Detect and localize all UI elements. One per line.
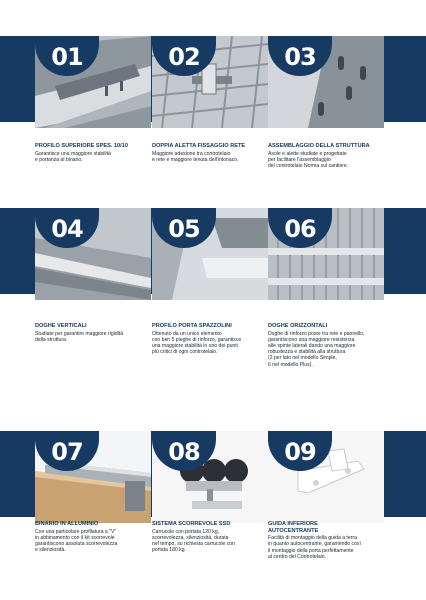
feature-photo-1 <box>35 36 151 128</box>
feature-number-badge: 01 <box>35 36 99 76</box>
feature-title: DOGHE ORIZZONTALI <box>268 323 328 329</box>
feature-number-badge: 02 <box>152 36 216 76</box>
feature-title: DOPPIA ALETTA FISSAGGIO RETE <box>152 143 246 149</box>
feature-number-badge: 07 <box>35 431 99 471</box>
feature-title: BINARIO IN ALLUMINIO <box>35 521 99 527</box>
feature-caption-3 <box>268 143 388 169</box>
feature-caption-4 <box>35 323 155 343</box>
feature-photo-6 <box>268 208 384 300</box>
feature-description: Ottenuto da un unico elemento con ben 5 pieghe di rinforzo, garantisce una maggiore stabilità in uno dei punti più critici di ogni controtelaio. <box>152 330 242 356</box>
feature-title: GUIDA INFERIORE AUTOCENTRANTE <box>268 521 319 534</box>
feature-description: Con una particolare profilatura a "V" in abbinamento con il kit scorrevole garantiscono assoluta scorrevolezza e silenziosità. <box>35 528 118 554</box>
feature-photo-5 <box>152 208 268 300</box>
feature-description: Garantisce una maggiore stabilità e portanza al binario. <box>35 150 111 163</box>
feature-number-badge: 04 <box>35 208 99 248</box>
feature-description: Carrucole con portata 120 kg, scorrevolezza, silenziosità, durata nel tempo, su richiesta carrucole con portata 180 kg. <box>152 528 235 554</box>
feature-title: PROFILO PORTA SPAZZOLINI <box>152 323 232 329</box>
feature-title: SISTEMA SCORREVOLE SSD <box>152 521 231 527</box>
feature-title: ASSEMBLAGGIO DELLA STRUTTURA <box>268 143 370 149</box>
feature-title: PROFILO SUPERIORE SPES. 10/10 <box>35 143 128 149</box>
feature-photo-7 <box>35 431 151 523</box>
feature-photo-8 <box>152 431 268 523</box>
feature-caption-6 <box>268 323 398 368</box>
feature-photo-3 <box>268 36 384 128</box>
feature-number-badge: 09 <box>268 431 332 471</box>
feature-caption-2 <box>152 143 272 163</box>
feature-caption-5 <box>152 323 272 355</box>
feature-number-badge: 05 <box>152 208 216 248</box>
feature-description: Studiate per garantire maggiore rigidità della struttura. <box>35 330 124 343</box>
feature-caption-9 <box>268 521 398 560</box>
feature-number-badge: 03 <box>268 36 332 76</box>
feature-caption-1 <box>35 143 155 163</box>
feature-caption-7 <box>35 521 155 553</box>
feature-description: Asole e alette studiate e progettate per facilitare l'assemblaggio del controtelaio Norma sul cantiere. <box>268 150 349 169</box>
feature-title: DOGHE VERTICALI <box>35 323 87 329</box>
feature-caption-8 <box>152 521 272 553</box>
feature-number-badge: 08 <box>152 431 216 471</box>
feature-photo-9 <box>268 431 384 523</box>
feature-description: Maggiore adesione tra controtelaio e rete e maggiore tenuta dell'intonaco. <box>152 150 239 163</box>
feature-photo-4 <box>35 208 151 300</box>
feature-number-badge: 06 <box>268 208 332 248</box>
feature-description: Facilità di montaggio della guida a terra in quanto autocentrante, garantendo così il montaggio della porta perfettamente al centro del Controtelaio. <box>268 535 361 560</box>
feature-description: Doghe di rinforzo poste tra rete e pannello, garantiscono una maggiore resistenza alle spinte laterali dando una maggiore robustezza e stabilità alla struttura (2 per lato nel modello Simple, 6 nel modello Plus). <box>268 330 365 368</box>
feature-photo-2 <box>152 36 268 128</box>
